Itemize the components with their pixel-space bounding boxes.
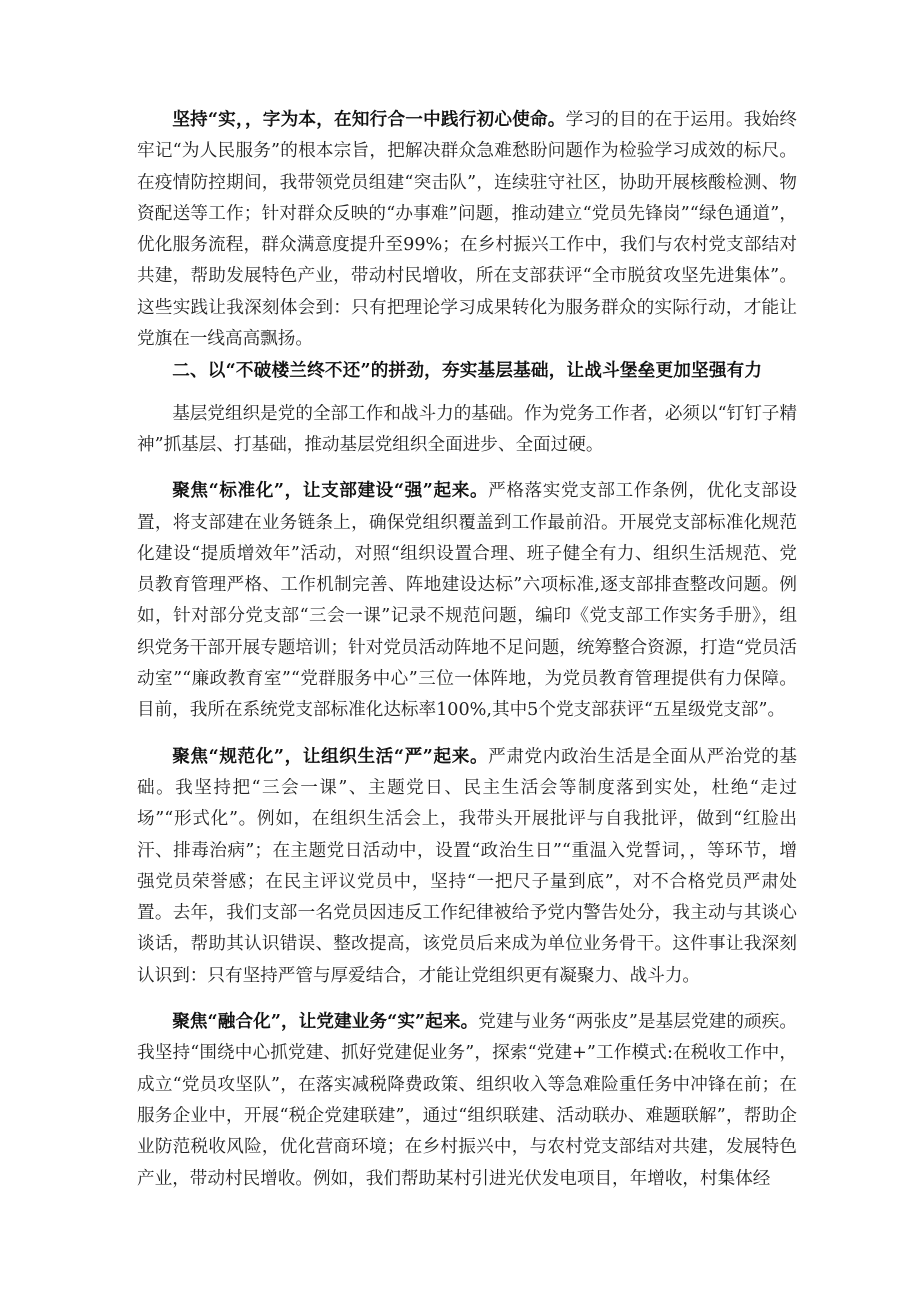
section-heading: 二、以“不破楼兰终不还”的拼劲，夯实基层基础，让战斗堡垒更加坚强有力 (172, 360, 763, 382)
section-intro: 基层党组织是党的全部工作和战斗力的基础。作为党务工作者，必须以“钉钉子精神”抓基层、打基础，推动基层党组织全面进步、全面过硬。 (137, 403, 797, 455)
document-page (137, 104, 797, 1195)
paragraph-normalization (137, 741, 797, 992)
paragraph-body: 严格落实党支部工作条例，优化支部设置，将支部建在业务链条上，确保党组织覆盖到工作最前沿。开展党支部标准化规范化建设“提质增效年”活动，对照“组织设置合理、班子健全有力、组织生活规范、党员教育管理严格、工作机制完善、阵地建设达标”六项标准,逐支部排查整改问题。例如，针对部分党支部“三会一课”记录不规范问题，编印《党支部工作实务手册》，组织党务干部开展专题培训；针对党员活动阵地不足问题，统筹整合资源，打造“党员活动室”“廉政教育室”“党群服务中心”三位一体阵地，为党员教育管理提供有力保障。目前，我所在系统党支部标准化达标率100%,其中5个党支部获评“五星级党支部”。 (137, 481, 797, 721)
paragraph-body: 严肃党内政治生活是全面从严治党的基础。我坚持把“三会一课”、主题党日、民主生活会等制度落到实处，杜绝“走过场”“形式化”。例如，在组织生活会上，我带头开展批评与自我批评，做到“红脸出汗、排毒治病”；在主题党日活动中，设置“政治生日”“重温入党誓词，，等环节，增强党员荣誉感；在民主评议党员中，坚持“一把尺子量到底”，对不合格党员严肃处置。去年，我们支部一名党员因违反工作纪律被给予党内警告处分，我主动与其谈心谈话，帮助其认识错误、整改提高，该党员后来成为单位业务骨干。这件事让我深刻认识到：只有坚持严管与厚爱结合，才能让党组织更有凝聚力、战斗力。 (137, 746, 797, 986)
paragraph-body: 党建与业务“两张皮”是基层党建的顽疾。我坚持“围绕中心抓党建、抓好党建促业务”，探索“党建+”工作模式:在税收工作中，成立“党员攻坚队”，在落实减税降费政策、组织收入等急难险重任务中冲锋在前；在服务企业中，开展“税企党建联建”，通过“组织联建、活动联办、难题联解”，帮助企业防范税收风险，优化营商环境；在乡村振兴中，与农村党支部结对共建，发展特色产业，带动村民增收。例如，我们帮助某村引进光伏发电项目，年增收，村集体经 (137, 1012, 798, 1189)
paragraph-integration (137, 1006, 797, 1195)
paragraph-practice (137, 104, 797, 355)
paragraph-lead: 聚焦“规范化”，让组织生活“严”起来。 (172, 745, 489, 767)
paragraph-lead: 坚持“实，，字为本，在知行合一中践行初心使命。 (172, 109, 566, 130)
paragraph-body: 学习的目的在于运用。我始终牢记“为人民服务”的根本宗旨，把解决群众急难愁盼问题作为检验学习成效的标尺。在疫情防控期间，我带领党员组建“突击队”，连续驻守社区，协助开展核酸检测、物资配送等工作；针对群众反映的“办事难”问题，推动建立“党员先锋岗”“绿色通道”，优化服务流程，群众满意度提升至99%；在乡村振兴工作中，我们与农村党支部结对共建，帮助发展特色产业，带动村民增收，所在支部获评“全市脱贫攻坚先进集体”。这些实践让我深刻体会到：只有把理论学习成果转化为服务群众的实际行动，才能让党旗在一线高高飘扬。 (137, 110, 797, 350)
paragraph-lead: 聚焦“融合化”，让党建业务“实”起来。 (172, 1011, 479, 1033)
paragraph-lead: 聚焦“标准化”，让支部建设“强”起来。 (172, 480, 489, 502)
paragraph-standardization (137, 475, 797, 726)
